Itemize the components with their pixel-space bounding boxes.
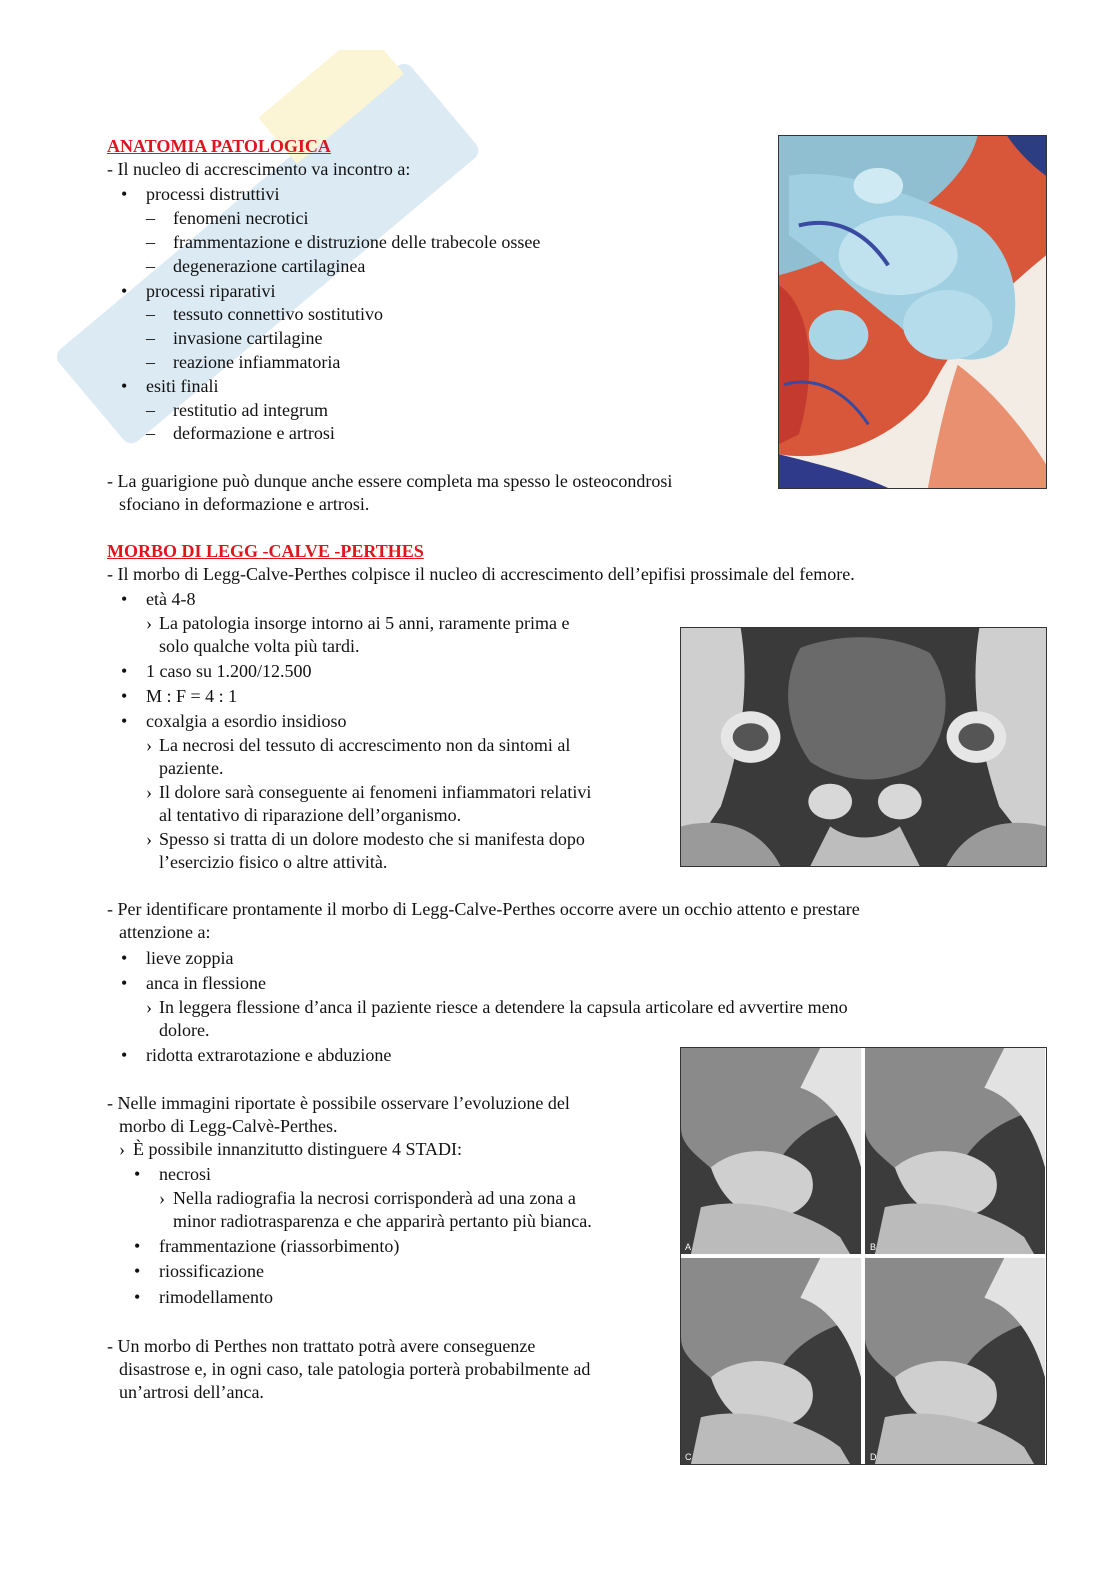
- dash-icon: –: [146, 256, 155, 276]
- arrow-icon: ›: [146, 829, 152, 849]
- mri-image: [680, 627, 1047, 867]
- anatomia-intro: - Il nucleo di accrescimento va incontro a:: [107, 159, 411, 179]
- note-cont: dolore.: [159, 1020, 210, 1040]
- sub-item: degenerazione cartilaginea: [173, 256, 366, 276]
- sub-item: invasione cartilagine: [173, 328, 323, 348]
- dash-icon: –: [146, 400, 155, 420]
- anatomia-outro-cont: sfociano in deformazione e artrosi.: [119, 494, 370, 514]
- note: Il dolore sarà conseguente ai fenomeni infiammatori relativi: [159, 782, 592, 802]
- sub-item: frammentazione e distruzione delle trabecole ossee: [173, 232, 541, 252]
- ident-intro-cont: attenzione a:: [119, 922, 211, 942]
- panel-label-a: A: [685, 1242, 692, 1252]
- final-note-cont: un’artrosi dell’anca.: [119, 1382, 264, 1402]
- note: Spesso si tratta di un dolore modesto che si manifesta dopo: [159, 829, 585, 849]
- note: Nella radiografia la necrosi corrisponderà ad una zona a: [173, 1188, 576, 1208]
- section-heading-anatomia: ANATOMIA PATOLOGICA: [107, 136, 331, 156]
- note-cont: l’esercizio fisico o altre attività.: [159, 852, 388, 872]
- dash-icon: –: [146, 208, 155, 228]
- histology-image: [778, 135, 1047, 489]
- sub-item: restitutio ad integrum: [173, 400, 328, 420]
- dash-icon: –: [146, 423, 155, 443]
- arrow-icon: ›: [119, 1139, 125, 1159]
- arrow-icon: ›: [146, 613, 152, 633]
- dash-icon: –: [146, 352, 155, 372]
- arrow-icon: ›: [146, 782, 152, 802]
- bullet-caso: • 1 caso su 1.200/12.500: [146, 659, 312, 683]
- dash-icon: –: [146, 304, 155, 324]
- bullet-processi-riparativi: • processi riparativi: [146, 279, 275, 303]
- sub-item: tessuto connettivo sostitutivo: [173, 304, 383, 324]
- panel-label-d: D: [870, 1452, 877, 1462]
- bullet-processi-distruttivi: • processi distruttivi: [146, 182, 280, 206]
- bullet-zoppia: • lieve zoppia: [146, 946, 233, 970]
- bullet-rimodellamento: • rimodellamento: [159, 1285, 273, 1309]
- final-note: - Un morbo di Perthes non trattato potrà avere conseguenze: [107, 1336, 536, 1356]
- sub-item: fenomeni necrotici: [173, 208, 309, 228]
- bullet-mf: • M : F = 4 : 1: [146, 684, 237, 708]
- note-cont: solo qualche volta più tardi.: [159, 636, 360, 656]
- section-heading-perthes: MORBO DI LEGG -CALVE -PERTHES: [107, 541, 424, 561]
- bullet-coxalgia: • coxalgia a esordio insidioso: [146, 709, 346, 733]
- bullet-necrosi: • necrosi: [159, 1162, 211, 1186]
- final-note-cont: disastrose e, in ogni caso, tale patologia porterà probabilmente ad: [119, 1359, 591, 1379]
- arrow-icon: ›: [159, 1188, 165, 1208]
- immagini-intro: - Nelle immagini riportate è possibile osservare l’evoluzione del: [107, 1093, 570, 1113]
- panel-label-c: C: [685, 1452, 692, 1462]
- ident-intro: - Per identificare prontamente il morbo di Legg-Calve-Perthes occorre avere un occhio attento e prestare: [107, 899, 860, 919]
- sub-item: reazione infiammatoria: [173, 352, 341, 372]
- xray-panels-image: [680, 1047, 1047, 1465]
- bullet-riossificazione: • riossificazione: [159, 1259, 264, 1283]
- note-cont: paziente.: [159, 758, 224, 778]
- immagini-intro-cont: morbo di Legg-Calvè-Perthes.: [119, 1116, 338, 1136]
- stadi-note: È possibile innanzitutto distinguere 4 STADI:: [133, 1139, 463, 1159]
- anatomia-outro: - La guarigione può dunque anche essere completa ma spesso le osteocondrosi: [107, 471, 673, 491]
- bullet-ridotta: • ridotta extrarotazione e abduzione: [146, 1043, 391, 1067]
- arrow-icon: ›: [146, 735, 152, 755]
- note-cont: al tentativo di riparazione dell’organismo.: [159, 805, 462, 825]
- dash-icon: –: [146, 328, 155, 348]
- sub-item: deformazione e artrosi: [173, 423, 335, 443]
- perthes-intro: - Il morbo di Legg-Calve-Perthes colpisce il nucleo di accrescimento dell’epifisi prossimale del femore.: [107, 564, 855, 584]
- note: La necrosi del tessuto di accrescimento non da sintomi al: [159, 735, 571, 755]
- dash-icon: –: [146, 232, 155, 252]
- panel-label-b: B: [870, 1242, 877, 1252]
- note: La patologia insorge intorno ai 5 anni, raramente prima e: [159, 613, 570, 633]
- note-cont: minor radiotrasparenza e che apparirà pertanto più bianca.: [173, 1211, 592, 1231]
- bullet-esiti-finali: • esiti finali: [146, 374, 218, 398]
- note: In leggera flessione d’anca il paziente riesce a detendere la capsula articolare ed avvertire meno: [159, 997, 848, 1017]
- bullet-anca: • anca in flessione: [146, 971, 266, 995]
- bullet-eta: • età 4-8: [146, 587, 195, 611]
- arrow-icon: ›: [146, 997, 152, 1017]
- bullet-frammentazione: • frammentazione (riassorbimento): [159, 1234, 399, 1258]
